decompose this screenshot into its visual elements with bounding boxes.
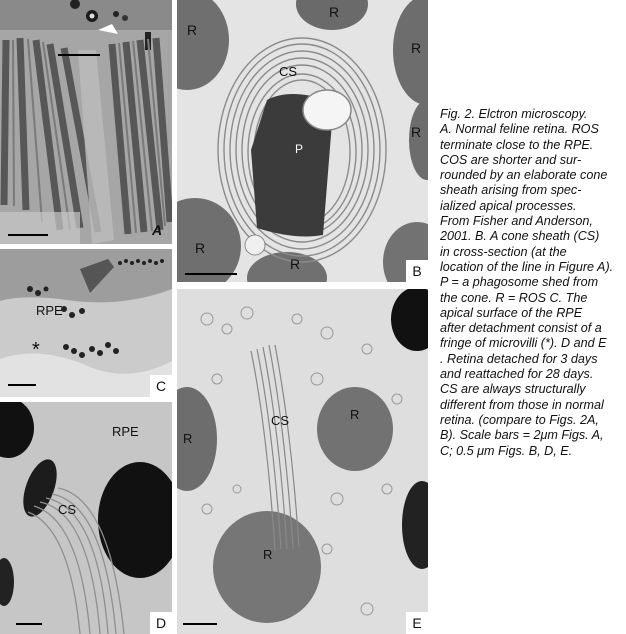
panel-c-scale-bar [8,384,36,386]
panel-e-image [177,289,428,634]
caption-line: fringe of microvilli (*). D and E [440,336,607,351]
panel-e-label-r-left: R [183,431,193,446]
panel-c-image [0,249,172,397]
panel-b-micrograph [177,0,428,282]
caption-line: rounded by an elaborate cone [440,168,608,183]
panel-a-micrograph [0,0,172,244]
caption-line: 2001. B. A cone sheath (CS) [440,229,600,244]
caption-line: different from those in normal [440,397,604,412]
panel-b-label-r-bottom: R [290,256,301,272]
panel-c-label-rpe: RPE [36,303,63,318]
caption-line: . Retina detached for 3 days [440,351,598,366]
panel-a-letter: A [152,222,163,238]
caption-line: P = a phagosome shed from [440,275,599,290]
panel-b-letter: B [406,260,428,282]
panel-b-scale-bar [185,273,237,275]
panel-b-label-r-top: R [329,4,340,20]
panel-d-label-cs: CS [58,502,77,517]
caption-line: C; 0.5 μm Figs. B, D, E. [440,443,573,458]
caption-line: in cross-section (at the [440,244,567,259]
panel-e-scale-bar [183,623,217,625]
panel-b-label-r-top-left: R [187,22,198,38]
panel-d-label-rpe: RPE [112,424,139,439]
panel-e-label-r-bottom: R [263,547,273,562]
caption-line: CS are always structurally [440,382,586,397]
panel-c-label-asterisk: * [32,339,40,361]
panel-a-image [0,0,172,244]
caption-line: apical surface of the RPE [440,305,583,320]
panel-b-label-r-right-1: R [411,40,422,56]
panel-c-letter: C [150,375,172,397]
caption-line: location of the line in Figure A). [440,259,614,274]
caption-line: A. Normal feline retina. ROS [440,122,599,137]
panel-b-image [177,0,428,282]
panel-b-label-cs: CS [279,64,298,79]
panel-d-scale-bar [16,623,42,625]
panel-e-letter: E [406,612,428,634]
panel-b-label-p: P [295,142,304,156]
caption-line: From Fisher and Anderson, [440,214,593,229]
caption-line: sheath arising from spec- [440,183,582,198]
caption-line: ialized apical processes. [440,198,577,213]
caption-line: Fig. 2. Elctron microscopy. [440,107,588,121]
caption-line: COS are shorter and sur- [440,152,582,167]
panel-e-micrograph [177,289,428,634]
panel-d-micrograph [0,402,172,634]
caption-line: retina. (compare to Figs. 2A, [440,412,599,427]
caption-line: and reattached for 28 days. [440,367,594,382]
panel-d-image [0,402,172,634]
caption-line: after detachment consist of a [440,321,602,336]
panel-b-label-r-bottom-left: R [195,240,206,256]
caption-line: terminate close to the RPE. [440,137,594,152]
panel-d-letter: D [150,612,172,634]
panel-b-label-r-right-2: R [411,124,422,140]
panel-e-label-r-right: R [350,407,360,422]
panel-c-micrograph [0,249,172,397]
caption-line: B). Scale bars = 2μm Figs. A, [440,428,604,443]
panel-e-label-cs: CS [271,413,290,428]
figure-caption [440,107,626,459]
caption-line: the cone. R = ROS C. The [440,290,588,305]
panel-a-scale-bar [8,234,48,236]
